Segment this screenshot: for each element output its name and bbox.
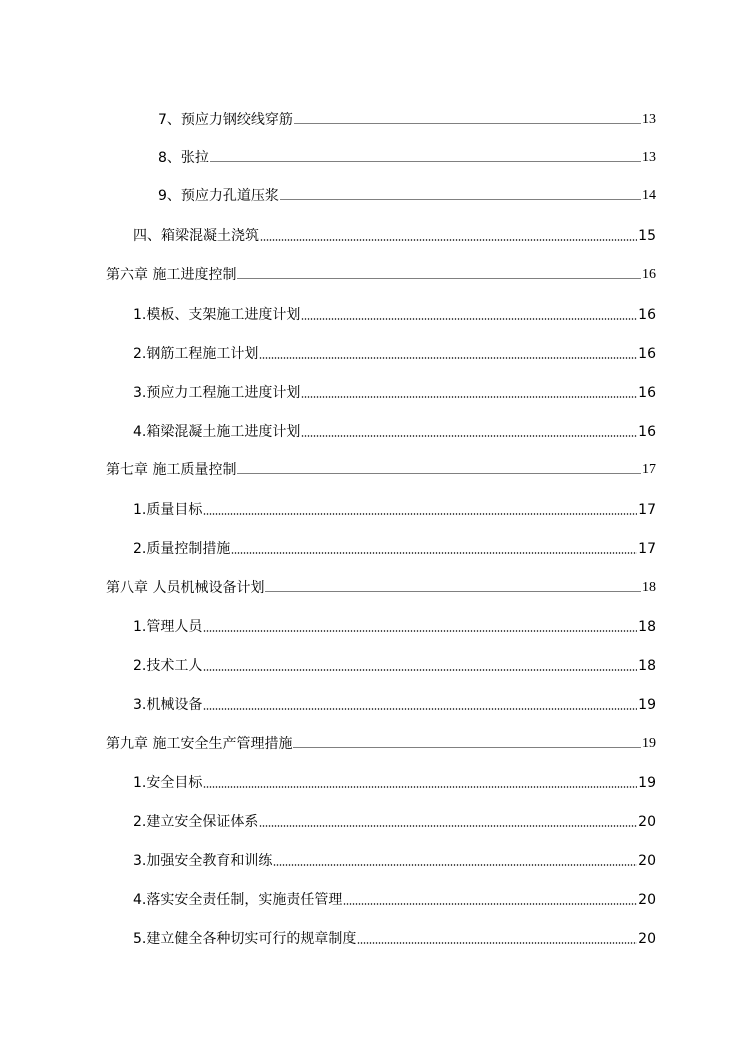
toc-entry-label: 3.机械设备 <box>133 697 203 713</box>
toc-entry-7-strand-threading[interactable] <box>158 110 656 130</box>
toc-entry-8-tensioning[interactable] <box>158 148 656 168</box>
toc-dot-leader <box>357 942 637 944</box>
toc-entry-label: 2.质量控制措施 <box>133 541 231 557</box>
toc-entry-chapter-7[interactable] <box>106 460 656 480</box>
toc-dot-leader <box>203 708 637 710</box>
toc-entry-page: 16 <box>638 307 656 323</box>
toc-entry-page: 13 <box>642 112 656 127</box>
toc-entry-page: 20 <box>638 814 656 830</box>
toc-entry-label: 3.预应力工程施工进度计划 <box>133 385 301 401</box>
toc-entry-6-4[interactable] <box>133 422 656 442</box>
toc-dot-leader <box>231 552 637 554</box>
toc-entry-page: 17 <box>638 502 656 518</box>
toc-dot-leader <box>273 864 637 866</box>
toc-entry-label: 1.安全目标 <box>133 775 203 791</box>
toc-entry-label: 4.落实安全责任制，实施责任管理 <box>133 892 343 908</box>
toc-entry-9-2[interactable] <box>133 812 656 832</box>
toc-entry-6-1[interactable] <box>133 305 656 325</box>
toc-entry-9-1[interactable] <box>133 773 656 793</box>
toc-dot-leader <box>259 357 637 359</box>
toc-entry-page: 16 <box>638 424 656 440</box>
toc-entry-page: 13 <box>642 150 656 165</box>
toc-entry-page: 18 <box>642 580 656 595</box>
toc-entry-page: 16 <box>638 346 656 362</box>
toc-entry-9-duct-grouting[interactable] <box>158 186 656 206</box>
toc-entry-8-2[interactable] <box>133 656 656 676</box>
toc-entry-page: 20 <box>638 892 656 908</box>
toc-dot-leader <box>259 825 637 827</box>
toc-entry-page: 17 <box>638 541 656 557</box>
toc-dot-leader <box>203 669 637 671</box>
toc-entry-label: 1.模板、支架施工进度计划 <box>133 307 301 323</box>
toc-dot-leader <box>293 747 641 748</box>
toc-entry-page: 18 <box>638 619 656 635</box>
toc-dot-leader <box>301 435 637 437</box>
toc-entry-chapter-6[interactable] <box>106 265 656 285</box>
toc-dot-leader <box>301 396 637 398</box>
toc-entry-label: 4.箱梁混凝土施工进度计划 <box>133 424 301 440</box>
toc-dot-leader <box>203 786 637 788</box>
toc-entry-label: 第八章 人员机械设备计划 <box>106 580 265 596</box>
toc-entry-page: 19 <box>638 775 656 791</box>
toc-entry-label: 第六章 施工进度控制 <box>106 267 237 283</box>
toc-entry-7-1[interactable] <box>133 500 656 520</box>
toc-entry-9-3[interactable] <box>133 851 656 871</box>
toc-entry-label: 7、预应力钢绞线穿筋 <box>158 112 293 128</box>
toc-entry-section-4-concrete-pouring[interactable] <box>133 226 656 246</box>
toc-entry-chapter-8[interactable] <box>106 578 656 598</box>
toc-entry-label: 2.钢筋工程施工计划 <box>133 346 259 362</box>
toc-entry-label: 四、箱梁混凝土浇筑 <box>133 228 259 244</box>
toc-entry-6-2[interactable] <box>133 344 656 364</box>
toc-entry-page: 17 <box>642 462 656 477</box>
toc-entry-page: 14 <box>642 188 656 203</box>
toc-entry-label: 5.建立健全各种切实可行的规章制度 <box>133 931 357 947</box>
toc-entry-chapter-9[interactable] <box>106 734 656 754</box>
toc-entry-label: 3.加强安全教育和训练 <box>133 853 273 869</box>
toc-entry-label: 1.管理人员 <box>133 619 203 635</box>
toc-entry-8-3[interactable] <box>133 695 656 715</box>
toc-dot-leader <box>343 903 637 905</box>
toc-entry-9-5[interactable] <box>133 929 656 949</box>
toc-dot-leader <box>301 318 637 320</box>
toc-entry-8-1[interactable] <box>133 617 656 637</box>
toc-dot-leader <box>280 199 641 200</box>
toc-entry-page: 20 <box>638 931 656 947</box>
toc-dot-leader <box>265 591 641 592</box>
toc-entry-label: 第九章 施工安全生产管理措施 <box>106 736 293 752</box>
toc-dot-leader <box>237 473 641 474</box>
toc-entry-page: 20 <box>638 853 656 869</box>
toc-entry-page: 19 <box>638 697 656 713</box>
toc-entry-label: 9、预应力孔道压浆 <box>158 188 279 204</box>
toc-dot-leader <box>294 123 641 124</box>
toc-entry-7-2[interactable] <box>133 539 656 559</box>
toc-entry-page: 19 <box>642 736 656 751</box>
toc-dot-leader <box>237 278 641 279</box>
toc-entry-label: 2.建立安全保证体系 <box>133 814 259 830</box>
toc-dot-leader <box>203 513 637 515</box>
toc-entry-page: 18 <box>638 658 656 674</box>
toc-entry-page: 16 <box>642 267 656 282</box>
toc-entry-label: 1.质量目标 <box>133 502 203 518</box>
toc-entry-page: 16 <box>638 385 656 401</box>
toc-dot-leader <box>260 239 637 241</box>
toc-entry-9-4[interactable] <box>133 890 656 910</box>
toc-dot-leader <box>210 161 641 162</box>
toc-entry-page: 15 <box>638 228 656 244</box>
toc-entry-label: 8、张拉 <box>158 150 209 166</box>
toc-entry-label: 2.技术工人 <box>133 658 203 674</box>
toc-dot-leader <box>203 630 637 632</box>
toc-entry-label: 第七章 施工质量控制 <box>106 462 237 478</box>
toc-entry-6-3[interactable] <box>133 383 656 403</box>
